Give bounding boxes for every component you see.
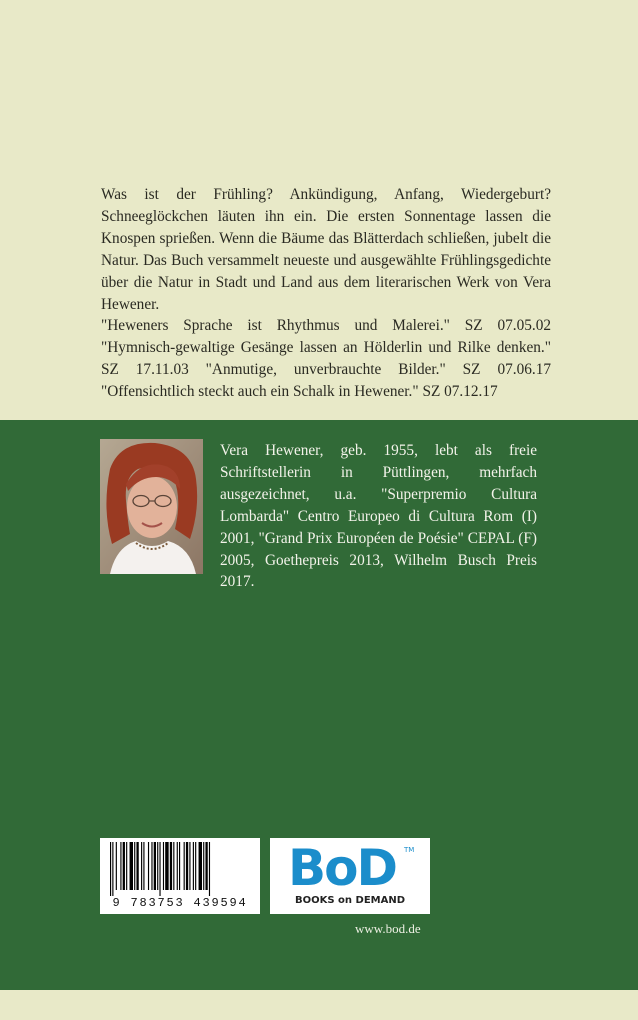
barcode-bar — [154, 842, 156, 890]
barcode-bar — [205, 842, 207, 890]
barcode-bar — [157, 842, 158, 890]
barcode-bar — [159, 842, 160, 896]
barcode-bar — [151, 842, 152, 890]
barcode-bar — [179, 842, 180, 890]
barcode-bar — [123, 842, 125, 890]
barcode-bar — [193, 842, 194, 890]
barcode-bar — [136, 842, 138, 890]
barcode-bar — [189, 842, 190, 890]
barcode-bar — [130, 842, 133, 890]
barcode-bar — [148, 842, 149, 890]
barcode-bar — [141, 842, 142, 890]
author-portrait-image — [100, 439, 203, 574]
barcode-bar — [110, 842, 111, 896]
barcode-bar — [116, 842, 117, 890]
cover-bottom-strip — [0, 990, 638, 1020]
publisher-url: www.bod.de — [355, 921, 421, 936]
barcode-bar — [195, 842, 196, 890]
barcode-bar — [173, 842, 174, 890]
isbn-barcode — [100, 838, 260, 914]
trademark-mark: TM — [404, 846, 415, 854]
author-bio: Vera Hewener, geb. 1955, lebt als freie Schriftstellerin in Püttlingen, mehrfach ausgezeichnet, u.a. "Superpremio Cultura Lombarda" Centro Europeo di Cultura Rom (I) 2001, "Grand Prix Européen de Poésie" CEPAL (F) 2005, Goethepreis 2013, Wilhelm Busch Preis 2017. — [220, 442, 537, 591]
isbn-number: 9 783753 439594 — [112, 896, 248, 910]
bod-tagline: BOOKS on DEMAND — [294, 895, 406, 906]
barcode-bar — [209, 842, 210, 896]
barcode-bar — [177, 842, 178, 890]
bod-logo: BoD — [288, 839, 396, 897]
barcode-bar — [112, 842, 113, 896]
bod-logo-box — [270, 838, 430, 914]
barcode-bar — [163, 842, 164, 890]
barcode-bar — [126, 842, 127, 890]
barcode-bar — [143, 842, 144, 890]
barcode-bar — [165, 842, 168, 890]
barcode-bar — [186, 842, 188, 890]
blurb-text — [101, 184, 551, 403]
barcode-bar — [199, 842, 202, 890]
barcode-bar — [170, 842, 172, 890]
barcode-bars — [110, 842, 250, 896]
author-photo — [100, 439, 203, 574]
blurb-press-quotes: "Heweners Sprache ist Rhythmus und Malerei." SZ 07.05.02 "Hymnisch-gewaltige Gesänge lassen an Hölderlin und Rilke denken." SZ 17.11.03 "Anmutige, unverbrauchte Bilder." SZ 07.06.17 "Offensichtlich steckt auch ein Schalk in Hewener." SZ 07.12.17 — [101, 317, 551, 401]
blurb-description: Was ist der Frühling? Ankündigung, Anfang, Wiedergeburt? Schneeglöckchen läuten ihn ein. Die ersten Sonnentage lassen die Knospen sprießen. Wenn die Bäume das Blätterdach schließen, jubelt die Natur. Das Buch versammelt neueste und ausgewählte Frühlingsgedichte über die Natur in Stadt und Land aus dem literarischen Werk von Vera Hewener. — [101, 186, 551, 313]
barcode-bar — [134, 842, 135, 890]
barcode-bar — [203, 842, 204, 890]
barcode-bar — [184, 842, 185, 890]
barcode-bar — [120, 842, 121, 890]
